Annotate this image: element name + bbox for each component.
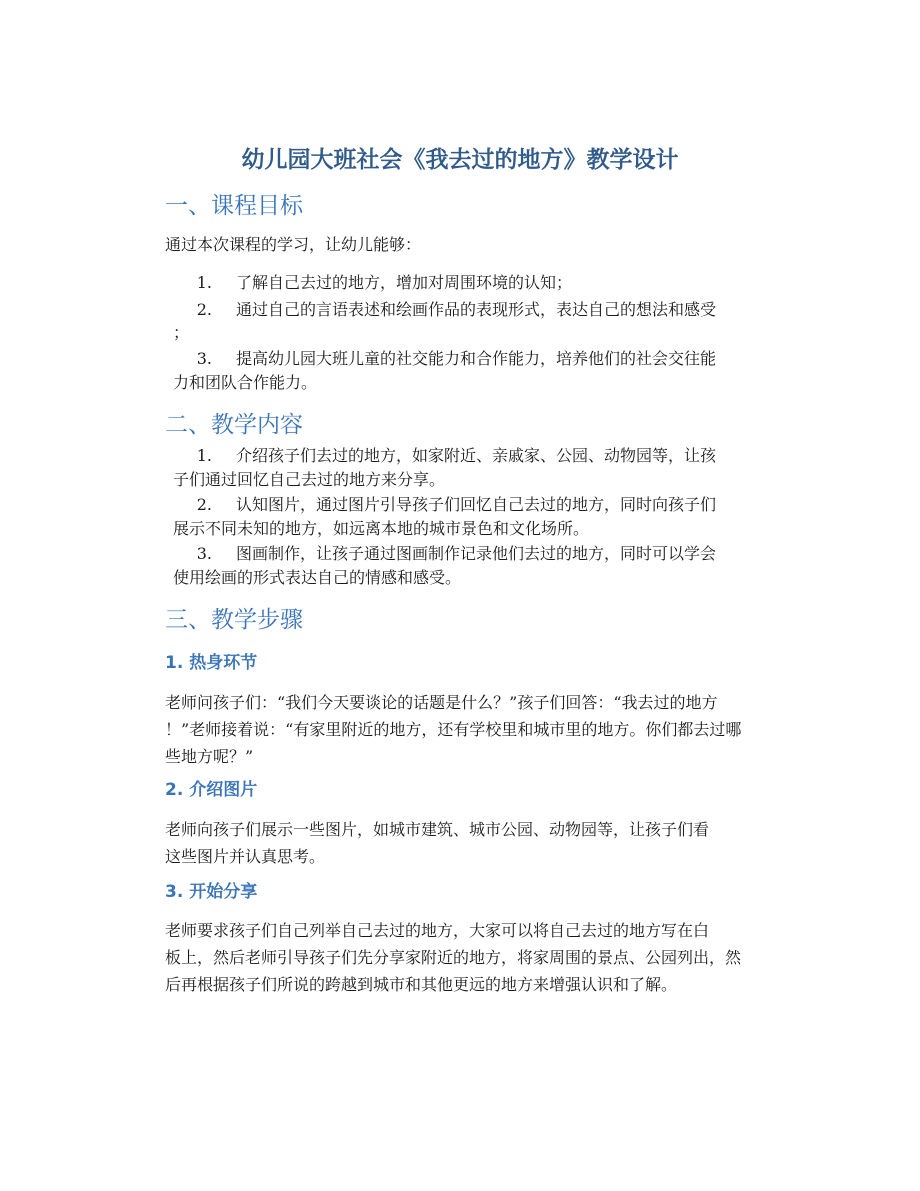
- goals-intro: [165, 231, 787, 258]
- goal-item-2-text: 通过自己的言语表述和绘画作品的表现形式，表达自己的想法和感受: [236, 300, 717, 319]
- content-item-2: [165, 491, 787, 518]
- step-heading-warmup: 1. 热身环节: [165, 653, 258, 673]
- step-sharing-paragraph: [165, 917, 787, 998]
- step-pictures-line-2: 这些图片并认真思考。: [165, 847, 326, 866]
- goal-item-3: [165, 345, 787, 372]
- content-item-2-text: 认知图片，通过图片引导孩子们回忆自己去过的地方，同时向孩子们: [236, 495, 717, 514]
- content-item-2-continuation: 展示不同未知的地方，如远离本地的城市景色和文化场所。: [173, 519, 590, 538]
- goal-item-1-number: 1.: [196, 273, 212, 292]
- goal-item-2-number: 2.: [196, 300, 212, 319]
- step-sharing-line-1: 老师要求孩子们自己列举自己去过的地方，大家可以将自己去过的地方写在白: [165, 921, 710, 940]
- content-item-3: [165, 540, 787, 567]
- goals-intro-text: 通过本次课程的学习，让幼儿能够：: [165, 235, 422, 254]
- content-item-1-number: 1.: [196, 446, 212, 465]
- goal-item-1-text: 了解自己去过的地方，增加对周围环境的认知；: [236, 273, 573, 292]
- section-heading-goals: 一、课程目标: [165, 193, 303, 219]
- step-warmup-paragraph: [165, 689, 787, 770]
- content-item-3-text: 图画制作，让孩子通过图画制作记录他们去过的地方，同时可以学会: [236, 544, 717, 563]
- step-sharing-line-2: 板上，然后老师引导孩子们先分享家附近的地方，将家周围的景点、公园列出，然: [165, 948, 742, 967]
- content-item-3-number: 3.: [196, 544, 212, 563]
- goal-item-3-number: 3.: [196, 349, 212, 368]
- step-pictures-line-1: 老师向孩子们展示一些图片，如城市建筑、城市公园、动物园等，让孩子们看: [165, 820, 710, 839]
- goal-item-3-continuation: 力和团队合作能力。: [173, 373, 318, 392]
- step-heading-pictures: 2. 介绍图片: [165, 780, 258, 800]
- section-heading-content: 二、教学内容: [165, 412, 303, 438]
- goal-item-2-continuation: ；: [173, 323, 190, 342]
- step-warmup-line-3: 些地方呢？”: [165, 747, 254, 766]
- content-item-1-text: 介绍孩子们去过的地方，如家附近、亲戚家、公园、动物园等，让孩: [236, 446, 717, 465]
- content-item-3-continuation: 使用绘画的形式表达自己的情感和感受。: [173, 568, 462, 587]
- section-heading-steps: 三、教学步骤: [165, 607, 303, 633]
- goal-item-1: [165, 269, 787, 296]
- step-warmup-line-1: 老师问孩子们：“我们今天要谈论的话题是什么？”孩子们回答：“我去过的地方: [165, 693, 718, 712]
- document-title: 幼儿园大班社会《我去过的地方》教学设计: [241, 147, 679, 173]
- step-pictures-paragraph: [165, 816, 787, 870]
- step-heading-sharing: 3. 开始分享: [165, 882, 258, 902]
- content-item-1: [165, 442, 787, 469]
- step-sharing-line-3: 后再根据孩子们所说的跨越到城市和其他更远的地方来增强认识和了解。: [165, 975, 678, 994]
- goal-item-3-text: 提高幼儿园大班儿童的社交能力和合作能力，培养他们的社会交往能: [236, 349, 717, 368]
- content-item-2-number: 2.: [196, 495, 212, 514]
- step-warmup-line-2: ！”老师接着说：“有家里附近的地方，还有学校里和城市里的地方。你们都去过哪: [165, 720, 742, 739]
- content-item-1-continuation: 子们通过回忆自己去过的地方来分享。: [173, 470, 446, 489]
